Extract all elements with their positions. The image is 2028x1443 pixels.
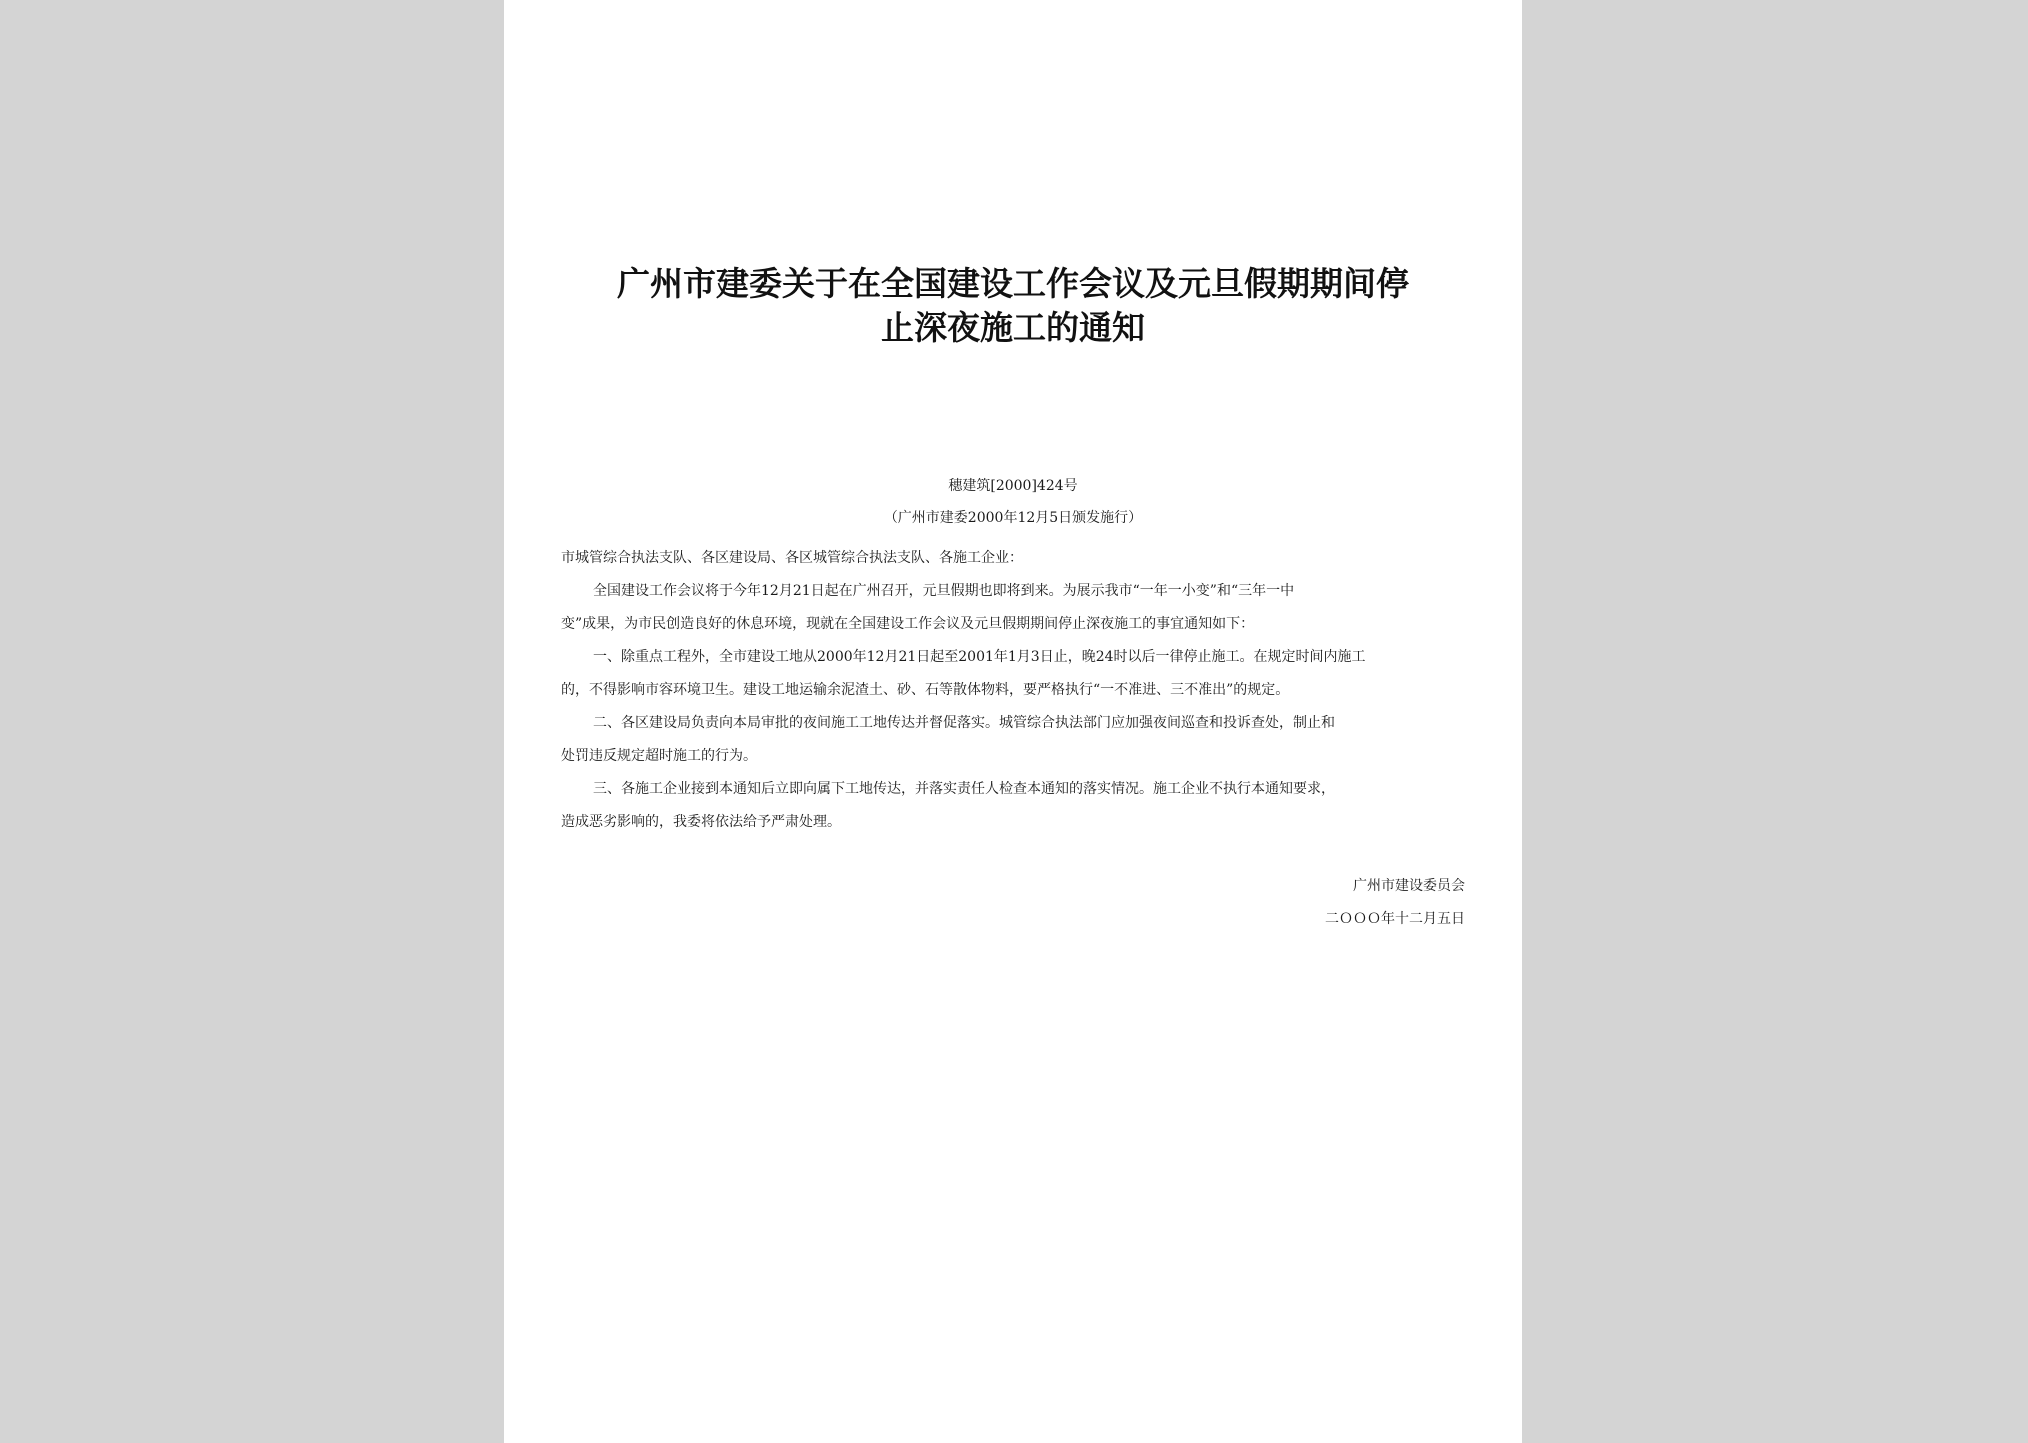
body-line: 全国建设工作会议将于今年12月21日起在广州召开，元旦假期也即将到来。为展示我市“一年一小变”和“三年一中: [593, 583, 1295, 599]
document-title: [544, 262, 1482, 350]
body-line: 三、各施工企业接到本通知后立即向属下工地传达，并落实责任人检查本通知的落实情况。施工企业不执行本通知要求，: [593, 781, 1335, 797]
body-line: 一、除重点工程外，全市建设工地从2000年12月21日起至2001年1月3日止，晚24时以后一律停止施工。在规定时间内施工: [593, 649, 1366, 665]
signature-organization: 广州市建设委员会: [1353, 878, 1465, 894]
document-page: [504, 0, 1522, 1443]
body-line: 的，不得影响市容环境卫生。建设工地运输余泥渣土、砂、石等散体物料，要严格执行“一不准进、三不准出”的规定。: [561, 682, 1290, 698]
document-body: [561, 542, 1471, 839]
title-line-2: 止深夜施工的通知: [881, 308, 1145, 347]
document-number: 穗建筑[2000]424号: [948, 478, 1078, 494]
addressee-line: 市城管综合执法支队、各区建设局、各区城管综合执法支队、各施工企业：: [561, 550, 1023, 566]
body-line: 变”成果，为市民创造良好的休息环境，现就在全国建设工作会议及元旦假期期间停止深夜施工的事宜通知如下：: [561, 616, 1255, 632]
issue-note: （广州市建委2000年12月5日颁发施行）: [883, 510, 1143, 526]
body-line: 造成恶劣影响的，我委将依法给予严肃处理。: [561, 814, 841, 830]
body-line: 二、各区建设局负责向本局审批的夜间施工工地传达并督促落实。城管综合执法部门应加强夜间巡查和投诉查处，制止和: [593, 715, 1335, 731]
title-line-1: 广州市建委关于在全国建设工作会议及元旦假期期间停: [617, 264, 1409, 303]
signature-date: 二ＯＯＯ年十二月五日: [1325, 911, 1465, 927]
body-line: 处罚违反规定超时施工的行为。: [561, 748, 757, 764]
signature-block: [1325, 870, 1465, 936]
